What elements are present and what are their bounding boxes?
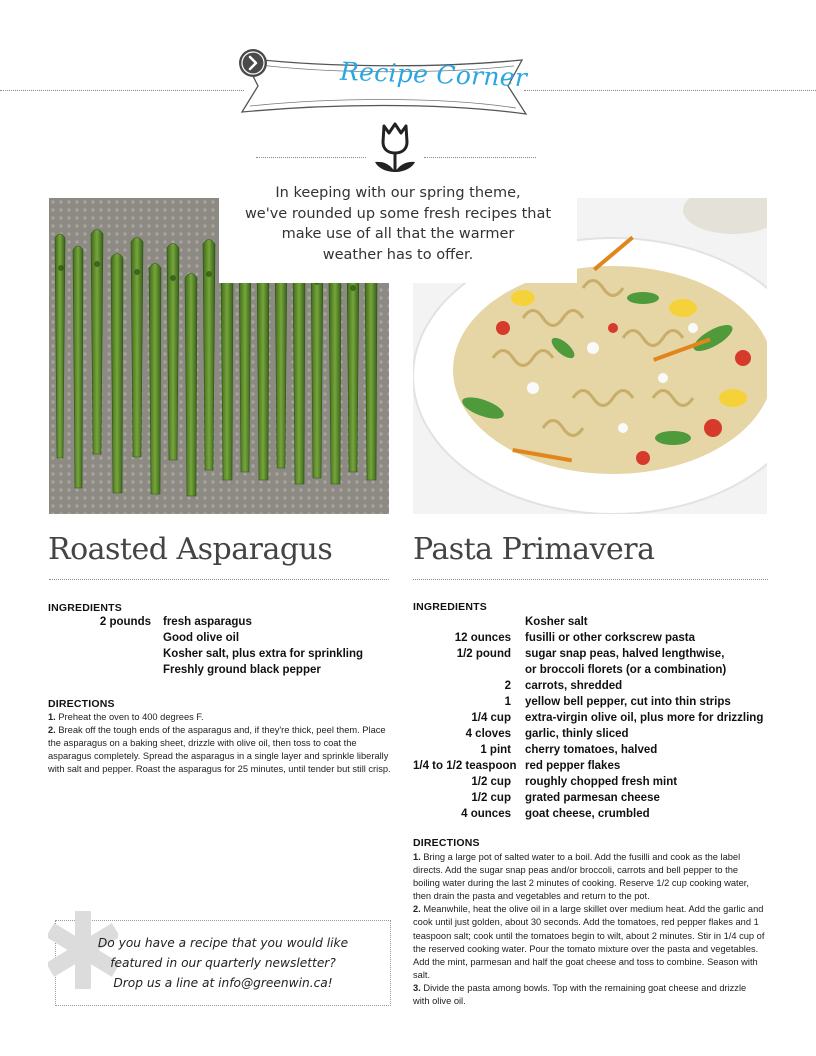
ingredient-qty: 1/2 cup bbox=[471, 776, 511, 788]
ingredient-row bbox=[413, 648, 773, 664]
header-rule-right bbox=[524, 90, 816, 91]
ingredient-item: garlic, thinly sliced bbox=[525, 728, 629, 740]
direction-step bbox=[48, 711, 398, 724]
step-text: Divide the pasta among bowls. Top with the remaining goat cheese and drizzle with olive oil. bbox=[413, 982, 747, 1007]
direction-step bbox=[413, 851, 765, 903]
ingredient-item: red pepper flakes bbox=[525, 760, 621, 772]
direction-step bbox=[413, 982, 765, 1008]
asparagus-directions-label: DIRECTIONS bbox=[48, 698, 115, 710]
intro-line: we've rounded up some fresh recipes that bbox=[244, 205, 552, 222]
step-text: Preheat the oven to 400 degrees F. bbox=[58, 712, 204, 722]
ingredient-qty: 1 pint bbox=[480, 744, 511, 756]
ingredient-item: grated parmesan cheese bbox=[525, 792, 660, 804]
ingredient-item: Good olive oil bbox=[163, 632, 240, 644]
ingredient-qty: 1/2 cup bbox=[471, 792, 511, 804]
ingredient-item: Freshly ground black pepper bbox=[163, 664, 321, 676]
ingredient-item: goat cheese, crumbled bbox=[525, 808, 650, 820]
ingredient-qty: 4 cloves bbox=[465, 728, 511, 740]
pasta-recipe-title: Pasta Primavera bbox=[413, 532, 655, 567]
ingredient-item: extra-virgin olive oil, plus more for drizzling bbox=[525, 712, 764, 724]
intro-line: weather has to offer. bbox=[322, 246, 474, 263]
ingredient-qty: 1/2 pound bbox=[456, 648, 511, 660]
ingredient-row bbox=[413, 712, 773, 728]
ingredient-row bbox=[48, 648, 408, 664]
chevron-right-icon bbox=[238, 48, 268, 78]
tulip-rule-left bbox=[256, 157, 366, 158]
newsletter-callout bbox=[55, 920, 391, 1006]
step-text: Bring a large pot of salted water to a boil. Add the fusilli and cook as the label directs. Add the sugar snap peas and/or broccoli, carrots and bell pepper to the boiling water during the last 2 minutes of cooking. Reserve 1/2 cup cooking water, then drain the pasta and vegetables and return to the pot. bbox=[413, 852, 749, 902]
callout-text bbox=[56, 933, 390, 993]
callout-line: Do you have a recipe that you would like bbox=[97, 936, 349, 950]
ingredient-row bbox=[413, 760, 773, 776]
ingredient-row bbox=[48, 632, 408, 648]
callout-line: Drop us a line at info@greenwin.ca! bbox=[113, 976, 333, 990]
ingredient-row bbox=[413, 664, 773, 680]
pasta-title-rule bbox=[413, 579, 768, 580]
tulip-rule-right bbox=[424, 157, 536, 158]
pasta-ingredients-label: INGREDIENTS bbox=[413, 601, 487, 613]
ingredient-row bbox=[48, 664, 408, 680]
ingredient-qty: 2 pounds bbox=[99, 616, 151, 628]
step-text: Meanwhile, heat the olive oil in a large skillet over medium heat. Add the garlic and cook until just golden, about 30 seconds. Add the tomatoes, red pepper flakes and 1 teaspoon salt; cook until the tomatoes begin to wilt, about 2 minutes. Stir in 1/4 cup of the reserved cooking water. Pour the tomato mixture over the pasta and vegetables. Add the mint, parmesan and half the goat cheese and toss to combine. Season with salt. bbox=[413, 904, 765, 980]
ingredient-item: roughly chopped fresh mint bbox=[525, 776, 678, 788]
asparagus-title-rule bbox=[49, 579, 389, 580]
ingredient-item: sugar snap peas, halved lengthwise, bbox=[525, 648, 725, 660]
ingredient-row bbox=[413, 728, 773, 744]
pasta-directions bbox=[413, 851, 765, 1008]
step-number: 1. bbox=[413, 852, 421, 862]
ingredient-row bbox=[413, 616, 773, 632]
intro-line: make use of all that the warmer bbox=[281, 226, 515, 242]
ingredient-item: Kosher salt bbox=[525, 616, 588, 628]
ingredient-item: cherry tomatoes, halved bbox=[525, 744, 658, 756]
direction-step bbox=[413, 903, 765, 982]
intro-text-box bbox=[219, 175, 577, 283]
ingredient-qty: 12 ounces bbox=[454, 632, 511, 644]
ingredient-row bbox=[413, 808, 773, 824]
ingredient-qty: 1 bbox=[504, 696, 511, 708]
recipe-corner-banner bbox=[238, 48, 528, 120]
ingredient-row bbox=[48, 616, 408, 632]
step-number: 2. bbox=[48, 725, 56, 736]
header-rule-left bbox=[0, 90, 244, 91]
pasta-directions-label: DIRECTIONS bbox=[413, 837, 480, 849]
ingredient-row bbox=[413, 632, 773, 648]
intro-line: In keeping with our spring theme, bbox=[275, 185, 521, 201]
ingredient-qty: 1/4 to 1/2 teaspoon bbox=[413, 760, 517, 772]
ingredient-row bbox=[413, 680, 773, 696]
ingredient-item: or broccoli florets (or a combination) bbox=[525, 664, 727, 676]
step-number: 1. bbox=[48, 712, 56, 722]
ingredient-item: Kosher salt, plus extra for sprinkling bbox=[163, 648, 364, 660]
step-text: Break off the tough ends of the asparagus and, if they're thick, peel them. Place the asparagus on a baking sheet, drizzle with olive oil, then toss to coat the asparagus completely. Spread the asparagus in a single layer and sprinkle liberally with salt and pepper. Roast the asparagus for 25 minutes, until tender but still crisp. bbox=[48, 725, 391, 775]
step-number: 3. bbox=[413, 982, 421, 993]
tulip-icon bbox=[372, 122, 418, 176]
asparagus-recipe-title: Roasted Asparagus bbox=[48, 532, 333, 567]
ingredient-qty: 4 ounces bbox=[461, 808, 511, 820]
ingredient-row bbox=[413, 776, 773, 792]
banner-title: Recipe Corner bbox=[339, 56, 528, 93]
step-number: 2. bbox=[413, 904, 421, 915]
ingredient-qty: 1/4 cup bbox=[471, 712, 511, 724]
asparagus-ingredients-label: INGREDIENTS bbox=[48, 602, 122, 614]
ingredient-item: fusilli or other corkscrew pasta bbox=[525, 632, 696, 644]
callout-line: featured in our quarterly newsletter? bbox=[110, 956, 336, 970]
ingredient-row bbox=[413, 744, 773, 760]
ingredient-item: fresh asparagus bbox=[163, 616, 252, 628]
ingredient-item: yellow bell pepper, cut into thin strips bbox=[525, 696, 731, 708]
ingredient-row bbox=[413, 696, 773, 712]
asparagus-directions bbox=[48, 711, 398, 776]
ingredient-qty: 2 bbox=[504, 680, 511, 692]
direction-step bbox=[48, 724, 398, 776]
ingredient-row bbox=[413, 792, 773, 808]
ingredient-item: carrots, shredded bbox=[525, 680, 623, 692]
